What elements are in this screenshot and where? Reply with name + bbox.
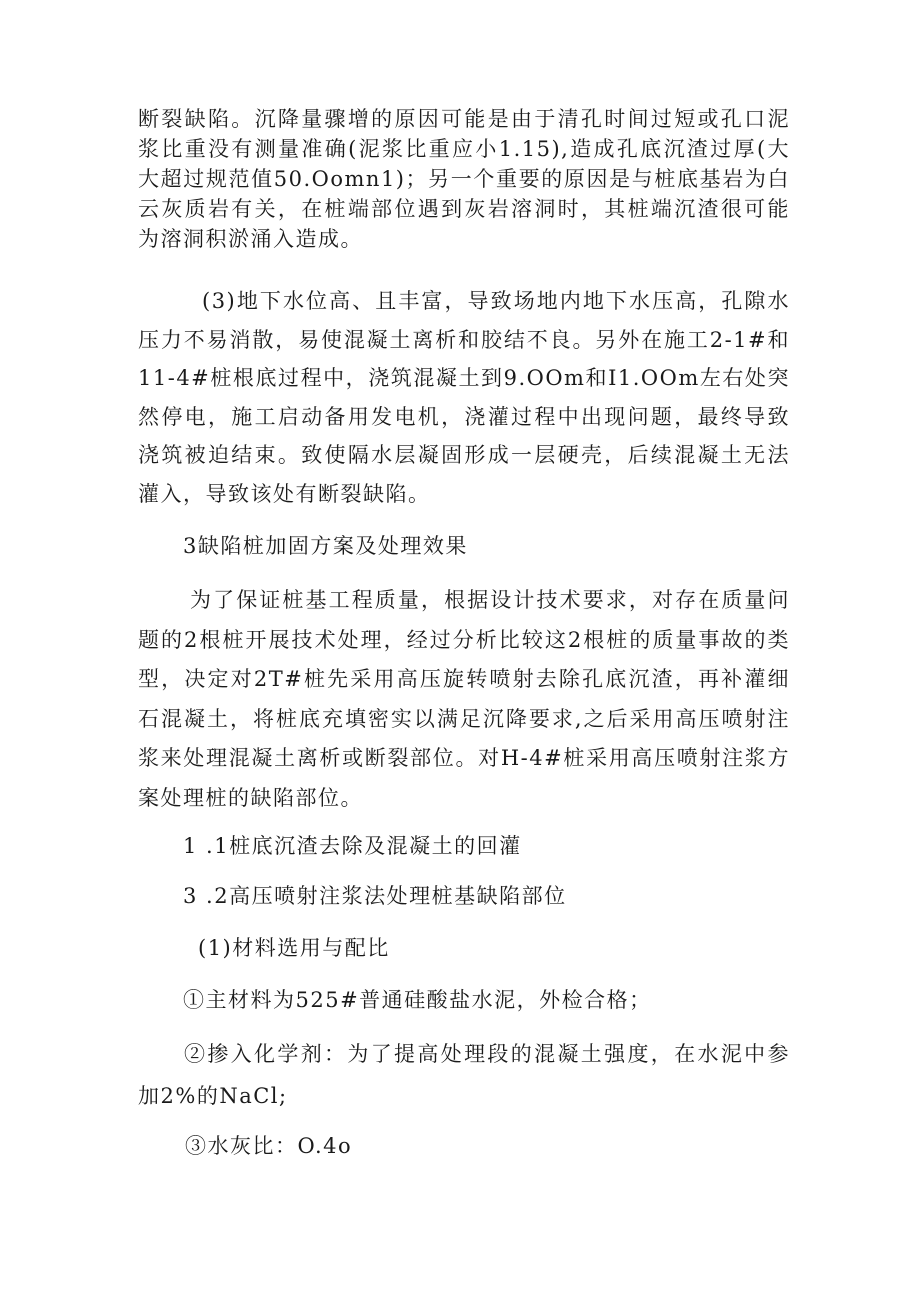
list-item-chemical-additive: ②掺入化学剂：为了提高处理段的混凝土强度，在水泥中参加2%的NaCl;	[138, 1042, 790, 1108]
subsection-heading-3-2: 3 .2高压喷射注浆法处理桩基缺陷部位	[183, 884, 567, 908]
subheading-materials: (1)材料选用与配比	[198, 936, 390, 960]
subsection-heading-3-1: 1 .1桩底沉渣去除及混凝土的回灌	[183, 834, 522, 858]
paragraph-settlement-causes: 断裂缺陷。沉降量骤增的原因可能是由于清孔时间过短或孔口泥浆比重没有测量准确(泥浆比重应小1.15),造成孔底沉渣过厚(大大超过规范值50.Oomn1)；另一个重要的原因是与桩底基岩为白云灰质岩有关，在桩端部位遇到灰岩溶洞时，其桩端沉渣很可能为溶洞积淤涌入造成。	[138, 107, 790, 251]
list-item-water-cement-ratio: ③水灰比：O.4o	[185, 1134, 353, 1158]
list-item-main-material: ①主材料为525#普通硅酸盐水泥，外检合格；	[183, 988, 652, 1012]
paragraph-reinforcement-plan: 为了保证桩基工程质量，根据设计技术要求，对存在质量问题的2根桩开展技术处理，经过分析比较这2根桩的质量事故的类型，决定对2T#桩先采用高压旋转喷射去除孔底沉渣，再补灌细石混凝土，将桩底充填密实以满足沉降要求,之后采用高压喷射注浆来处理混凝土离析或断裂部位。对H-4#桩采用高压喷射注浆方案处理桩的缺陷部位。	[138, 588, 790, 810]
section-heading-3: 3缺陷桩加固方案及处理效果	[183, 534, 468, 558]
paragraph-groundwater: (3)地下水位高、且丰富，导致场地内地下水压高，孔隙水压力不易消散，易使混凝土离析和胶结不良。另外在施工2-1#和11-4#桩根底过程中，浇筑混凝土到9.OOm和I1.OOm左右处突然停电，施工启动备用发电机，浇灌过程中出现问题，最终导致浇筑被迫结束。致使隔水层凝固形成一层硬壳，后续混凝土无法灌入，导致该处有断裂缺陷。	[138, 289, 790, 506]
